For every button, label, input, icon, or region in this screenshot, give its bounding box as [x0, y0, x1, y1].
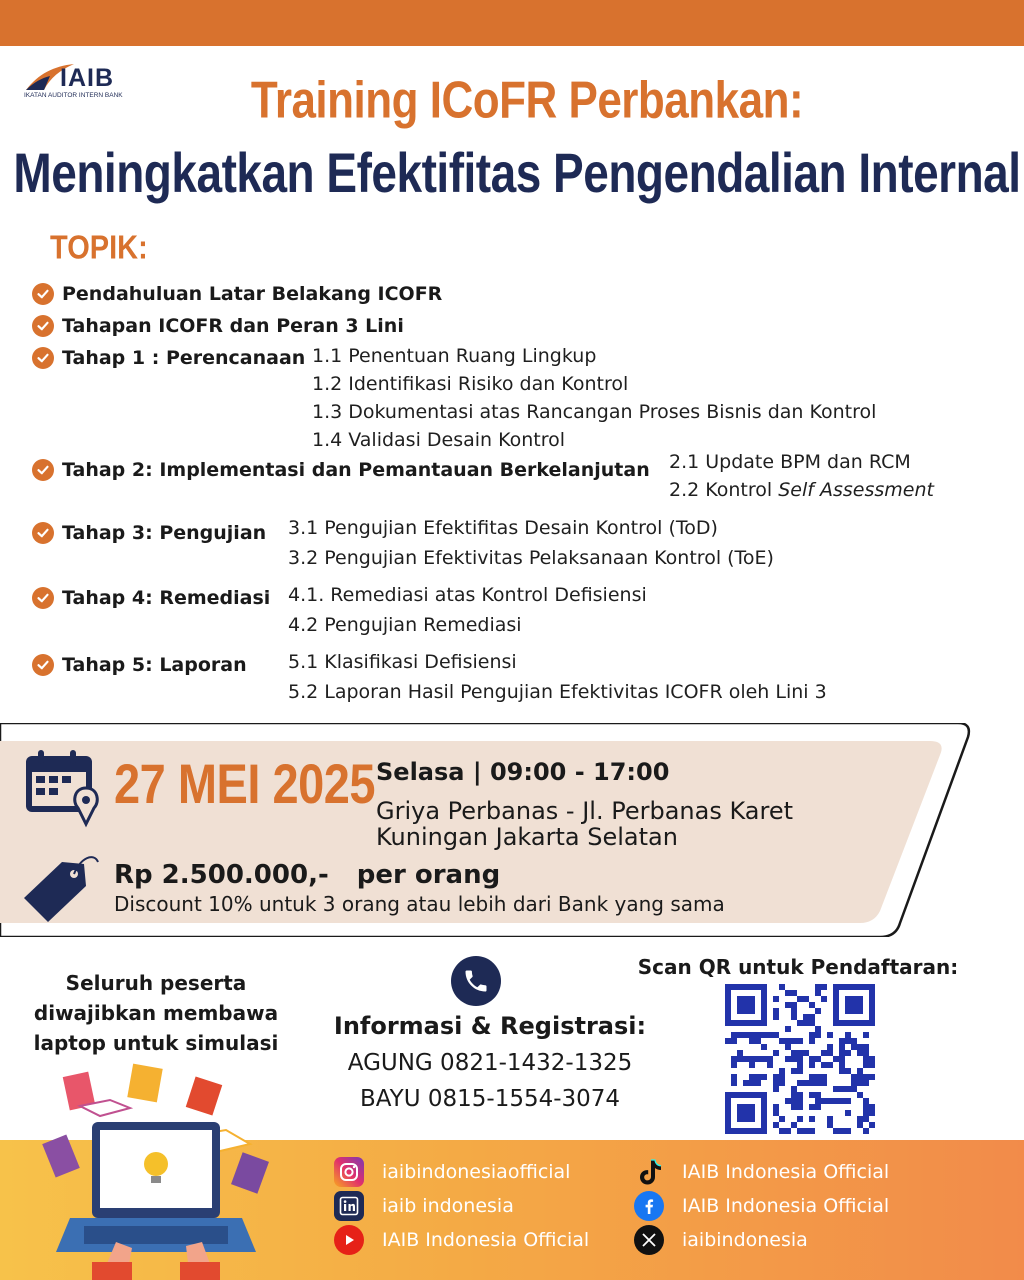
logo-subtitle: IKATAN AUDITOR INTERN BANK: [24, 92, 123, 99]
contact-bayu[interactable]: BAYU 0815-1554-3074: [359, 1086, 621, 1112]
check-icon: [32, 522, 54, 544]
social-instagram[interactable]: [334, 1157, 570, 1187]
topic-item: [32, 654, 247, 676]
sub-topic: 5.2 Laporan Hasil Pengujian Efektivitas ICOFR oleh Lini 3: [288, 681, 827, 703]
topics-heading: TOPIK:: [50, 229, 148, 267]
top-bar: [0, 0, 1024, 46]
social-x[interactable]: [634, 1225, 808, 1255]
sub-topic-italic: Self Assessment: [778, 479, 934, 501]
event-date: 27 MEI 2025: [114, 752, 376, 815]
linkedin-icon: [334, 1191, 364, 1221]
price-unit: per orang: [356, 860, 501, 890]
laptop-note-line1: Seluruh peserta: [65, 971, 247, 995]
topic-item: [32, 522, 266, 544]
contact-agung[interactable]: AGUNG 0821-1432-1325: [347, 1050, 633, 1076]
laptop-note: [18, 968, 294, 1058]
topic-item: [32, 587, 270, 609]
social-tiktok[interactable]: [634, 1157, 889, 1187]
social-label: iaib indonesia: [382, 1195, 514, 1217]
topic-label: Tahap 3: Pengujian: [62, 522, 267, 544]
topic-item: [32, 315, 404, 337]
social-label: IAIB Indonesia Official: [382, 1229, 590, 1251]
event-day-time: Selasa | 09:00 - 17:00: [376, 758, 670, 786]
venue-line2: Kuningan Jakarta Selatan: [376, 823, 678, 851]
topic-item: [32, 459, 650, 481]
laptop-note-line3: laptop untuk simulasi: [33, 1031, 279, 1055]
price-amount: Rp 2.500.000,-: [114, 860, 329, 890]
qr-title: Scan QR untuk Pendaftaran:: [637, 955, 959, 979]
instagram-icon: [334, 1157, 364, 1187]
phone-icon: [451, 956, 501, 1006]
sub-topic: 3.1 Pengujian Efektifitas Desain Kontrol (ToD): [288, 517, 718, 539]
topic-label: Pendahuluan Latar Belakang ICOFR: [62, 283, 443, 305]
topic-item: [32, 283, 442, 305]
check-icon: [32, 315, 54, 337]
sub-topic: 1.1 Penentuan Ruang Lingkup: [312, 345, 597, 367]
sub-topic: 3.2 Pengujian Efektivitas Pelaksanaan Kontrol (ToE): [288, 547, 774, 569]
laptop-note-line2: diwajibkan membawa: [33, 1001, 279, 1025]
sub-topic: 1.2 Identifikasi Risiko dan Kontrol: [312, 373, 629, 395]
check-icon: [32, 347, 54, 369]
topic-item: [32, 347, 305, 369]
sub-topic: 5.1 Klasifikasi Defisiensi: [288, 651, 517, 673]
social-label: IAIB Indonesia Official: [682, 1161, 890, 1183]
topic-label: Tahapan ICOFR dan Peran 3 Lini: [62, 315, 404, 337]
social-label: iaibindonesiaofficial: [382, 1161, 571, 1183]
price-tag-icon: [22, 848, 102, 926]
event-venue: [376, 798, 896, 850]
check-icon: [32, 654, 54, 676]
sub-topic: 1.4 Validasi Desain Kontrol: [312, 429, 566, 451]
topic-label: Tahap 1 : Perencanaan: [62, 347, 306, 369]
x-icon: [634, 1225, 664, 1255]
topic-label: Tahap 2: Implementasi dan Pemantauan Berkelanjutan: [62, 459, 650, 481]
facebook-icon: [634, 1191, 664, 1221]
event-price: [114, 860, 500, 890]
social-label: iaibindonesia: [682, 1229, 808, 1251]
contact-title: Informasi & Registrasi:: [333, 1012, 647, 1040]
registration-qr-code[interactable]: [720, 984, 880, 1134]
social-linkedin[interactable]: [334, 1191, 514, 1221]
topic-label: Tahap 5: Laporan: [62, 654, 247, 676]
check-icon: [32, 587, 54, 609]
sub-topic: 4.1. Remediasi atas Kontrol Defisiensi: [288, 584, 647, 606]
venue-line1: Griya Perbanas - Jl. Perbanas Karet: [376, 797, 793, 825]
social-youtube[interactable]: [334, 1225, 589, 1255]
discount-note: Discount 10% untuk 3 orang atau lebih dari Bank yang sama: [114, 892, 725, 916]
social-label: IAIB Indonesia Official: [682, 1195, 890, 1217]
calendar-location-icon: [22, 748, 104, 828]
check-icon: [32, 459, 54, 481]
laptop-books-illustration-icon: [30, 1056, 290, 1280]
title-line2: Meningkatkan Efektifitas Pengendalian Internal: [13, 141, 1021, 205]
check-icon: [32, 283, 54, 305]
logo-text: IAIB: [60, 64, 114, 92]
youtube-icon: [334, 1225, 364, 1255]
tiktok-icon: [634, 1157, 664, 1187]
social-facebook[interactable]: [634, 1191, 889, 1221]
sub-topic-text: 2.2 Kontrol: [669, 479, 773, 501]
sub-topic: [669, 479, 934, 501]
topic-label: Tahap 4: Remediasi: [62, 587, 271, 609]
title-line1: Training ICoFR Perbankan:: [250, 71, 804, 130]
sub-topic: 1.3 Dokumentasi atas Rancangan Proses Bisnis dan Kontrol: [312, 401, 877, 423]
sub-topic: 4.2 Pengujian Remediasi: [288, 614, 522, 636]
sub-topic: 2.1 Update BPM dan RCM: [669, 451, 911, 473]
